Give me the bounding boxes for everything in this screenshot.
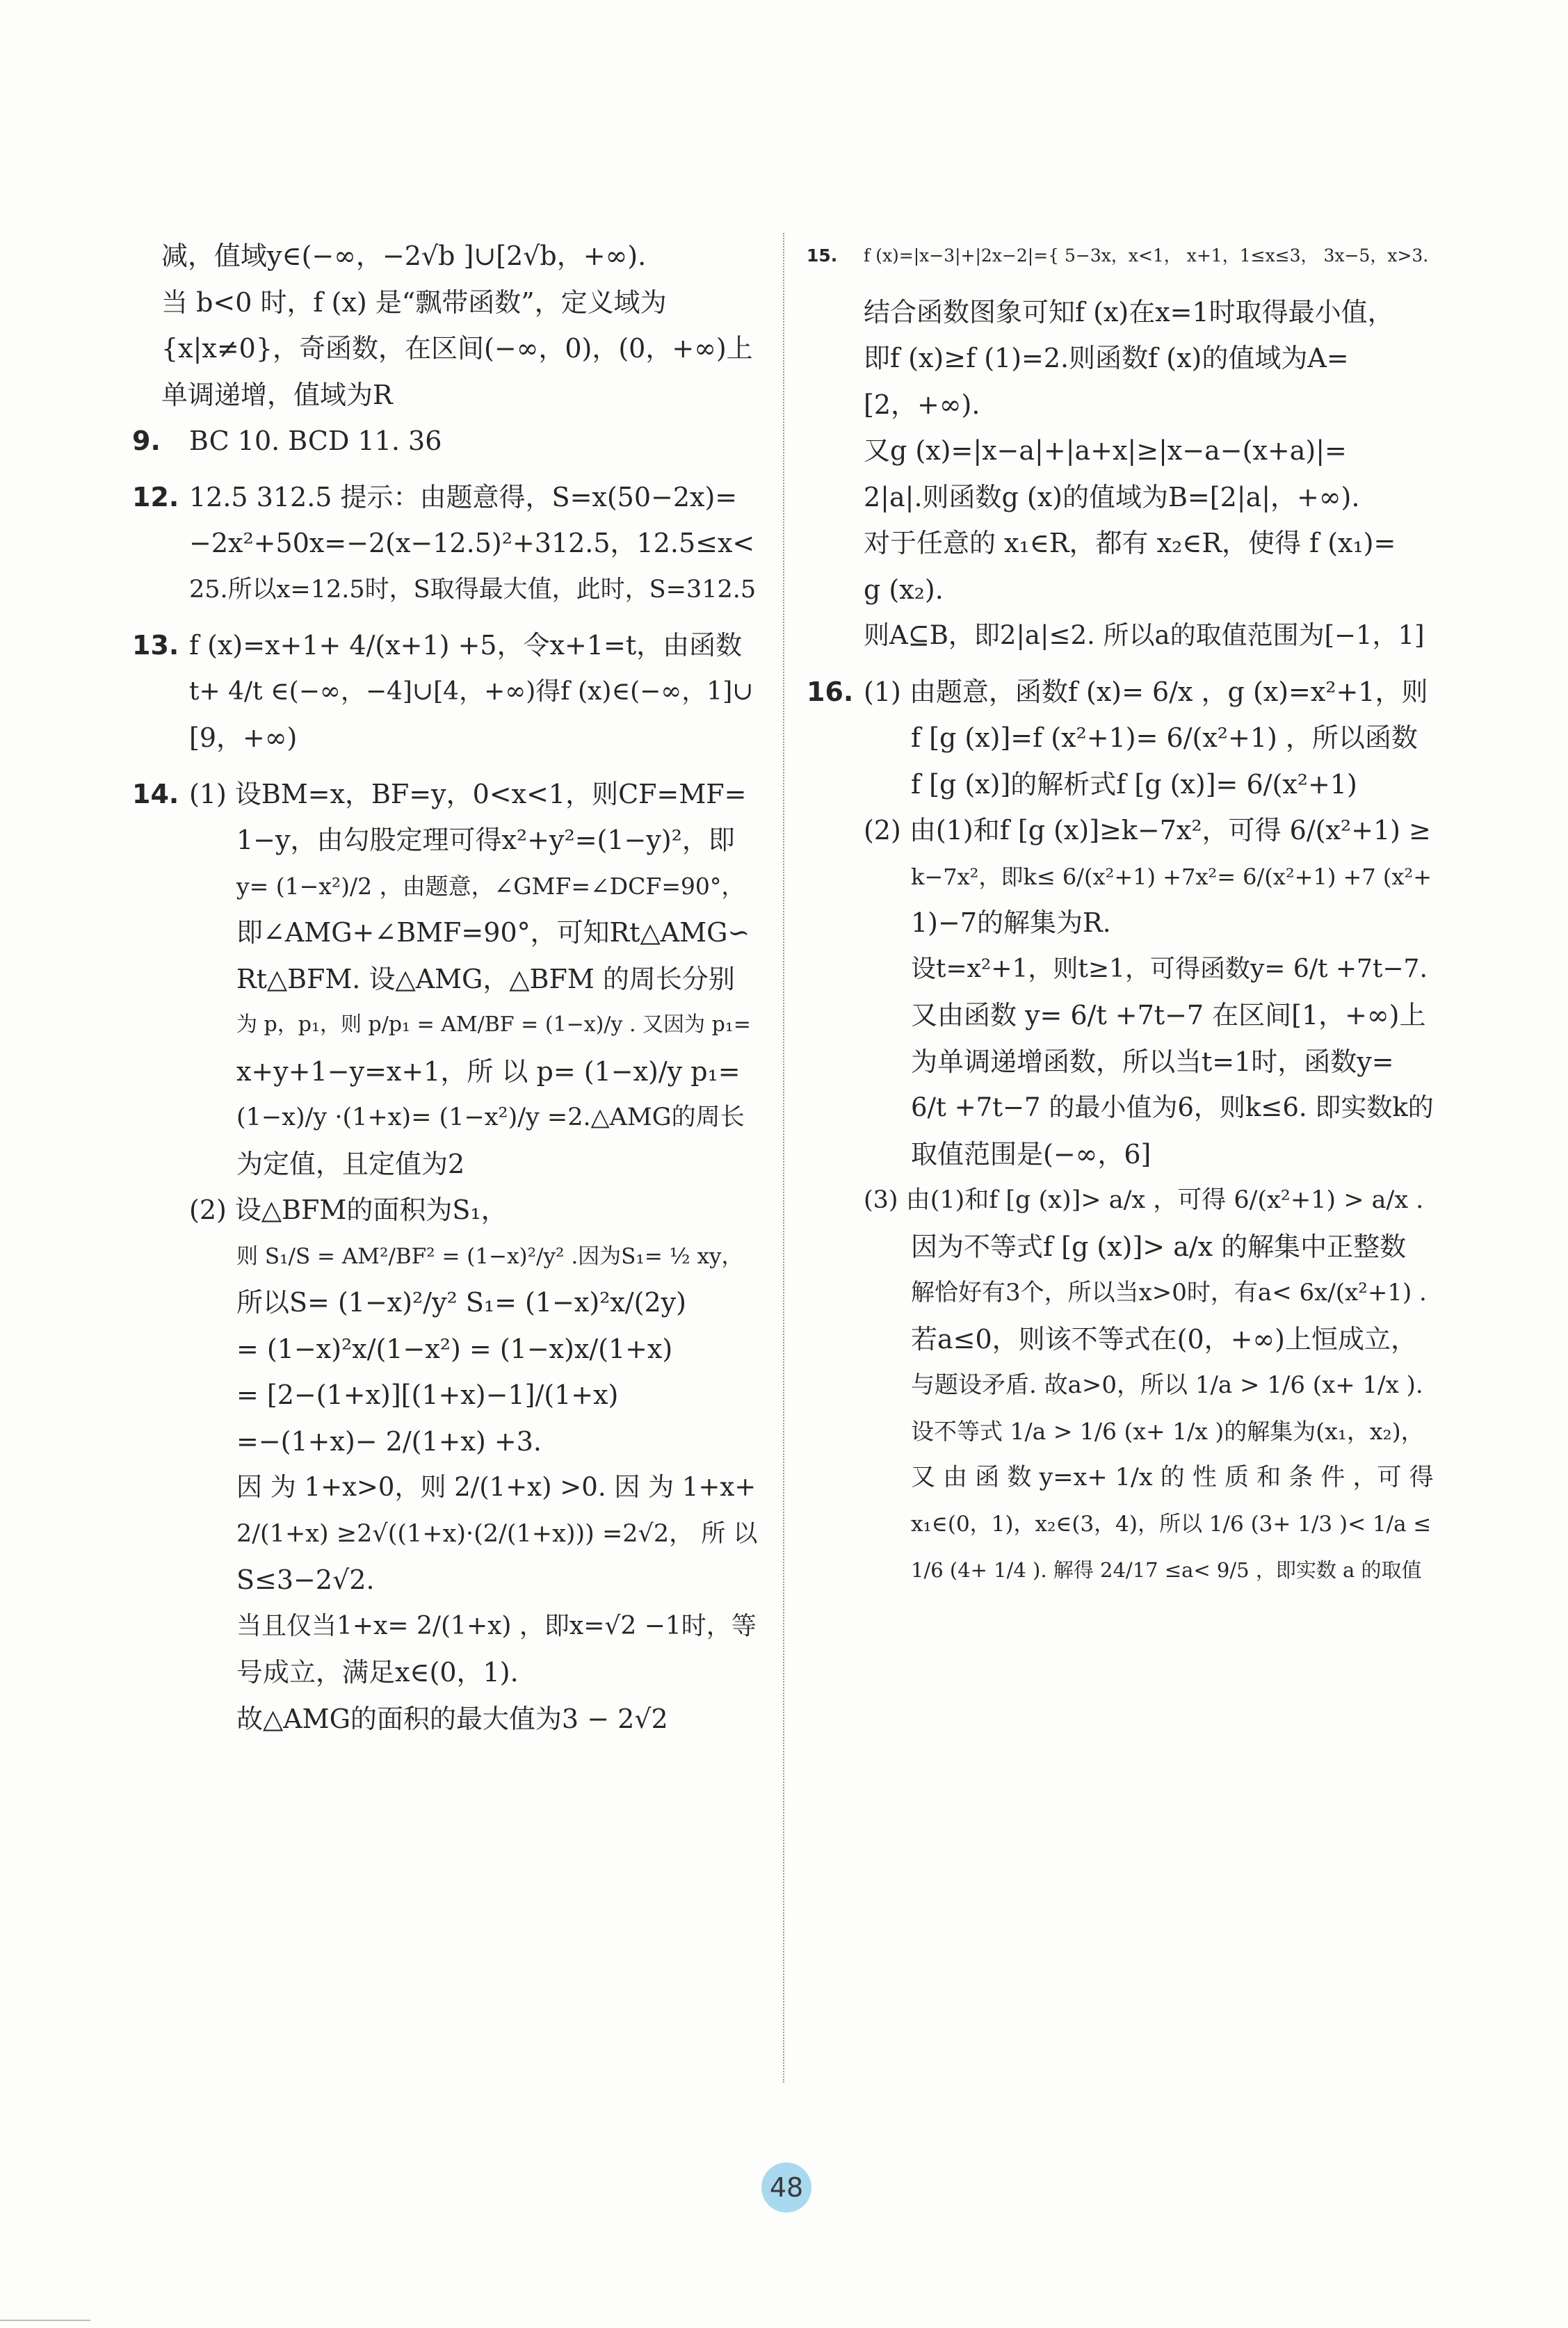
text-line: 12.5 312.5 提示：由题意得，S=x(50−2x)= [189,481,738,512]
text-line: y= (1−x²)/2 ，由题意，∠GMF=∠DCF=90°， [236,872,745,900]
text-line: {x|x≠0}，奇函数，在区间(−∞，0)，(0，+∞)上 [161,333,753,364]
text-line: 为定值，且定值为2 [236,1148,465,1179]
text-line: f [g (x)]=f (x²+1)= 6/(x²+1) ，所以函数 [911,722,1418,753]
text-line: 又由函数 y= 6/t +7t−7 在区间[1，+∞)上 [911,1000,1426,1030]
page-number: 48 [761,2163,811,2213]
column-divider [783,233,784,2083]
text-line: 对于任意的 x₁∈R，都有 x₂∈R，使得 f (x₁)= [864,528,1396,558]
problem-number: 16. [807,676,854,707]
text-line: = (1−x)²x/(1−x²) = (1−x)x/(1+x) [236,1333,673,1364]
text-line: 设t=x²+1，则t≥1，可得函数y= 6/t +7t−7. [911,954,1428,983]
problem-13 [132,622,758,669]
text-line: −2x²+50x=−2(x−12.5)²+312.5，12.5≤x< [189,528,755,558]
text-line: 又g (x)=|x−a|+|a+x|≥|x−a−(x+a)|= [864,435,1347,466]
text-line: 25.所以x=12.5时，S取得最大值，此时，S=312.5 [189,575,757,604]
text-line: 即f (x)≥f (1)=2.则函数f (x)的值域为A= [864,343,1349,373]
text-line: 1−y，由勾股定理可得x²+y²=(1−y)²，即 [236,825,735,855]
problem-number: 13. [132,630,179,661]
text-line: 取值范围是(−∞，6] [911,1138,1151,1170]
text-line: 2|a|.则函数g (x)的值域为B=[2|a|，+∞). [864,481,1360,512]
text-line: 6/t +7t−7 的最小值为6，则k≤6. 即实数k的 [911,1092,1434,1122]
text-line: S≤3−2√2. [236,1565,375,1595]
text-line: 1)−7的解集为R. [911,907,1111,938]
text-line: 减，值域y∈(−∞，−2√b ]∪[2√b，+∞). [161,241,647,271]
text-line: (2) 设△BFM的面积为S₁， [189,1195,508,1225]
text-line: 设不等式 1/a > 1/6 (x+ 1/x )的解集为(x₁，x₂)， [911,1417,1424,1445]
text-line: [9，+∞) [189,722,298,753]
text-line: 因 为 1+x>0，则 2/(1+x) >0. 因 为 1+x+ [236,1472,757,1502]
problem-12 [132,474,758,521]
text-line: BC 10. BCD 11. 36 [189,426,442,456]
text-line: 与题设矛盾. 故a>0，所以 1/a > 1/6 (x+ 1/x ). [911,1371,1423,1399]
text-line: 又 由 函 数 y=x+ 1/x 的 性 质 和 条 件 ，可 得 [911,1464,1434,1492]
footer-rule [0,2320,90,2321]
text-line: 号成立，满足x∈(0，1). [236,1657,519,1688]
right-column [807,233,1436,1594]
text-line: (1) 设BM=x，BF=y，0<x<1，则CF=MF= [189,778,747,809]
text-line: (2) 由(1)和f [g (x)]≥k−7x²，可得 6/(x²+1) ≥ [864,815,1431,846]
left-column [132,233,758,1742]
text-line: 1/6 (4+ 1/4 ). 解得 24/17 ≤a< 9/5 ，即实数 a 的取值 [911,1558,1422,1582]
text-line: g (x₂). [864,574,944,605]
problem-number: 9. [132,426,161,456]
problem-15 [807,233,1436,280]
text-line: x₁∈(0，1)，x₂∈(3，4)，所以 1/6 (3+ 1/3 )< 1/a ≤ [911,1511,1432,1537]
text-line: [2，+∞). [864,389,980,420]
text-line: 单调递增，值域为R [161,379,393,410]
text-line: 因为不等式f [g (x)]> a/x 的解集中正整数 [911,1231,1407,1262]
text-line: f (x)=x+1+ 4/(x+1) +5，令x+1=t，由函数 [189,630,743,661]
text-line: (1) 由题意，函数f (x)= 6/x ，g (x)=x²+1，则 [864,676,1428,707]
text-line: (3) 由(1)和f [g (x)]> a/x ，可得 6/(x²+1) > a/x . [864,1186,1424,1214]
text-line: =−(1+x)− 2/(1+x) +3. [236,1425,542,1457]
text-line: (1−x)/y ·(1+x)= (1−x²)/y =2.△AMG的周长 [236,1104,745,1131]
text-line: x+y+1−y=x+1，所 以 p= (1−x)/y p₁= [236,1056,741,1087]
text-line: Rt△BFM. 设△AMG，△BFM 的周长分别 [236,963,735,994]
text-line: f (x)=|x−3|+|2x−2|={ 5−3x，x<1， x+1，1≤x≤3， 3x−5，x>3. [864,245,1429,266]
text-line: 解恰好有3个，所以当x>0时，有a< 6x/(x²+1) . [911,1279,1427,1307]
text-line: f [g (x)]的解析式f [g (x)]= 6/(x²+1) [911,768,1357,800]
problem-16 [807,669,1436,716]
text-line: t+ 4/t ∈(−∞，−4]∪[4，+∞)得f (x)∈(−∞，1]∪ [189,677,754,706]
text-line: 若a≤0，则该不等式在(0，+∞)上恒成立， [911,1323,1417,1355]
text-line: 结合函数图象可知f (x)在x=1时取得最小值， [864,296,1394,328]
text-line: = [2−(1+x)][(1+x)−1]/(1+x) [236,1380,619,1410]
problem-14 [132,771,758,818]
text-line: 即∠AMG+∠BMF=90°，可知Rt△AMG∽ [236,917,750,948]
text-line: 为 p，p₁，则 p/p₁ = AM/BF = (1−x)/y . 又因为 p₁= [236,1012,751,1037]
text-line: 当且仅当1+x= 2/(1+x) ，即x=√2 −1时，等 [236,1611,757,1640]
text-line: 2/(1+x) ≥2√((1+x)·(2/(1+x))) =2√2， 所 以 [236,1519,758,1548]
text-line: 则 S₁/S = AM²/BF² = (1−x)²/y² .因为S₁= ½ xy， [236,1243,743,1269]
text-line: 所以S= (1−x)²/y² S₁= (1−x)²x/(2y) [236,1287,686,1318]
text-line: k−7x²，即k≤ 6/(x²+1) +7x²= 6/(x²+1) +7 (x²+ [911,863,1432,890]
problem-number: 12. [132,481,179,512]
problem-number: 14. [132,778,179,809]
text-line: 故△AMG的面积的最大值为3 − 2√2 [236,1703,668,1734]
text-line: 当 b<0 时，f (x) 是“飘带函数”，定义域为 [161,286,667,318]
problem-number: 15. [807,245,838,266]
text-line: 为单调递增函数，所以当t=1时，函数y= [911,1046,1394,1077]
text-line: 则A⊆B，即2|a|≤2. 所以a的取值范围为[−1，1] [864,620,1425,650]
answer-row-9-11 [132,418,758,464]
